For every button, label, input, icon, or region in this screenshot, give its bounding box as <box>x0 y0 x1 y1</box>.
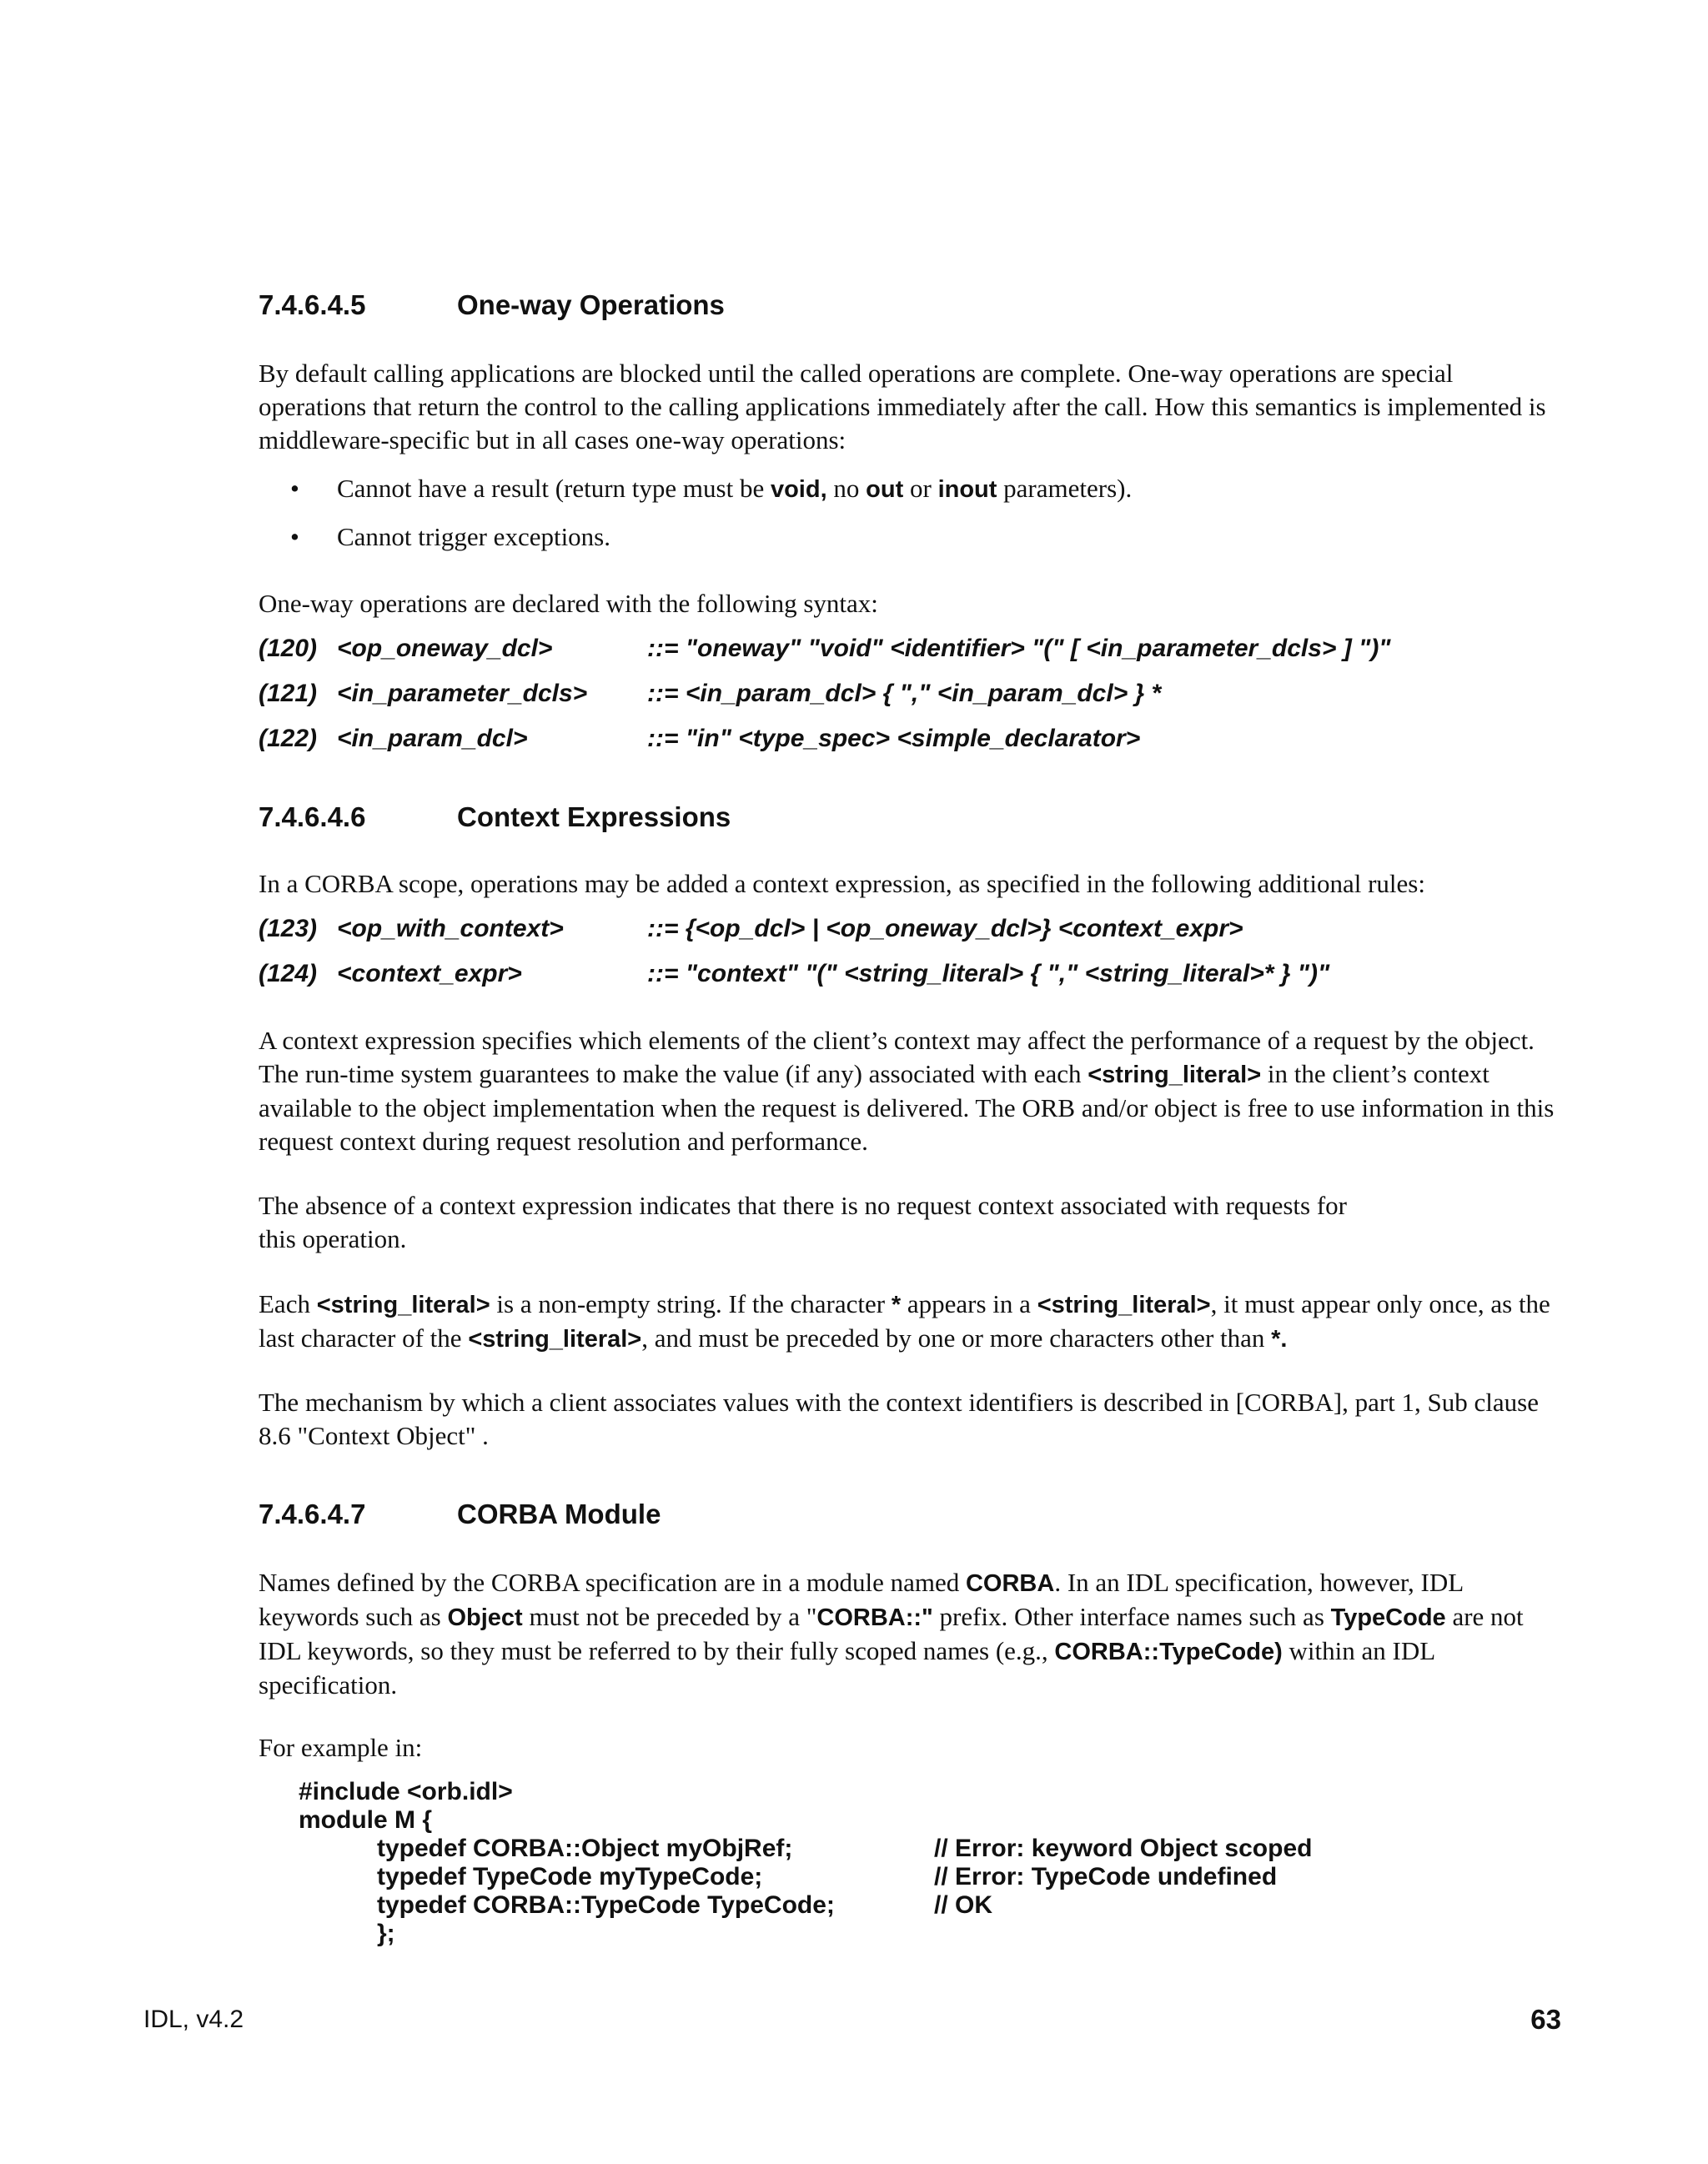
syntax-intro-paragraph: One-way operations are declared with the following syntax: <box>259 589 878 618</box>
bullet-icon: • <box>290 474 299 503</box>
string-literal-paragraph: Each <string_literal> is a non-empty string. If the character * appears in a <string_literal>, it must appear only once, as the last character of the <string_literal>, and must be preceded by one or more characters other than *. <box>259 1289 1550 1353</box>
bullet-text: Cannot have a result (return type must be void, no out or inout parameters). <box>337 474 1133 503</box>
absence-paragraph: The absence of a context expression indicates that there is no request context associated with requests for this operation. <box>259 1191 1347 1253</box>
oneway-intro-paragraph: By default calling applications are blocked until the called operations are complete. One-way operations are special operations that return the control to the calling applications immediately after the call. How this semantics is implemented is middleware-specific but in all cases one-way operations: <box>259 359 1546 454</box>
footer-document-title: IDL, v4.2 <box>143 2006 244 2033</box>
section-number: 7.4.6.4.5 <box>259 289 366 320</box>
rule-number: (124) <box>259 960 318 987</box>
rule-name: <in_param_dcl> <box>337 725 528 752</box>
rule-number: (122) <box>259 725 318 752</box>
section-title: CORBA Module <box>457 1499 661 1529</box>
section-heading-context <box>259 801 731 834</box>
code-comment: // OK <box>934 1891 993 1919</box>
bullet-icon: • <box>290 522 299 551</box>
section-number: 7.4.6.4.7 <box>259 1499 366 1529</box>
footer-page-number: 63 <box>1530 2004 1561 2035</box>
code-line: }; <box>377 1920 395 1947</box>
section-title: Context Expressions <box>457 801 731 832</box>
code-line: #include <orb.idl> <box>299 1778 513 1805</box>
code-line: typedef CORBA::TypeCode TypeCode; <box>377 1891 835 1919</box>
rule-name: <context_expr> <box>337 960 522 987</box>
rule-number: (123) <box>259 915 318 942</box>
section-number: 7.4.6.4.6 <box>259 801 366 832</box>
rule-definition: ::= "oneway" "void" <identifier> "(" [ <in_parameter_dcls> ] ")" <box>647 635 1391 662</box>
rule-definition: ::= <in_param_dcl> { "," <in_param_dcl> } * <box>647 680 1162 707</box>
code-line: typedef TypeCode myTypeCode; <box>377 1863 763 1890</box>
rule-definition: ::= "context" "(" <string_literal> { "," <string_literal>* } ")" <box>647 960 1330 987</box>
code-line: module M { <box>299 1806 433 1834</box>
rule-definition: ::= {<op_dcl> | <op_oneway_dcl>} <context_expr> <box>647 915 1243 942</box>
rule-number: (121) <box>259 680 318 707</box>
context-intro-paragraph: In a CORBA scope, operations may be added a context expression, as specified in the following additional rules: <box>259 869 1425 898</box>
context-expression-paragraph: A context expression specifies which elements of the client’s context may affect the performance of a request by the object. The run-time system guarantees to make the value (if any) associated with each <string_literal> in the client’s context available to the object implementation when the request is delivered. The ORB and/or object is free to use information in this request context during request resolution and performance. <box>259 1026 1555 1156</box>
mechanism-paragraph: The mechanism by which a client associates values with the context identifiers is described in [CORBA], part 1, Sub clause 8.6 "Context Object" . <box>259 1388 1539 1450</box>
example-intro-paragraph: For example in: <box>259 1733 423 1762</box>
corba-module-paragraph: Names defined by the CORBA specification are in a module named CORBA. In an IDL specification, however, IDL keywords such as Object must not be preceded by a "CORBA::" prefix. Other interface names such as TypeCode are not IDL keywords, so they must be referred to by their fully scoped names (e.g., CORBA::TypeCode) within an IDL specification. <box>259 1568 1524 1700</box>
section-heading-corba-module <box>259 1498 661 1531</box>
rule-name: <op_with_context> <box>337 915 564 942</box>
bullet-text: Cannot trigger exceptions. <box>337 522 610 551</box>
section-title: One-way Operations <box>457 289 725 320</box>
section-heading-oneway <box>259 289 725 322</box>
rule-definition: ::= "in" <type_spec> <simple_declarator> <box>647 725 1141 752</box>
rule-number: (120) <box>259 635 318 662</box>
code-comment: // Error: TypeCode undefined <box>934 1863 1278 1890</box>
rule-name: <op_oneway_dcl> <box>337 635 553 662</box>
code-comment: // Error: keyword Object scoped <box>934 1835 1313 1862</box>
rule-name: <in_parameter_dcls> <box>337 680 588 707</box>
code-line: typedef CORBA::Object myObjRef; <box>377 1835 793 1862</box>
